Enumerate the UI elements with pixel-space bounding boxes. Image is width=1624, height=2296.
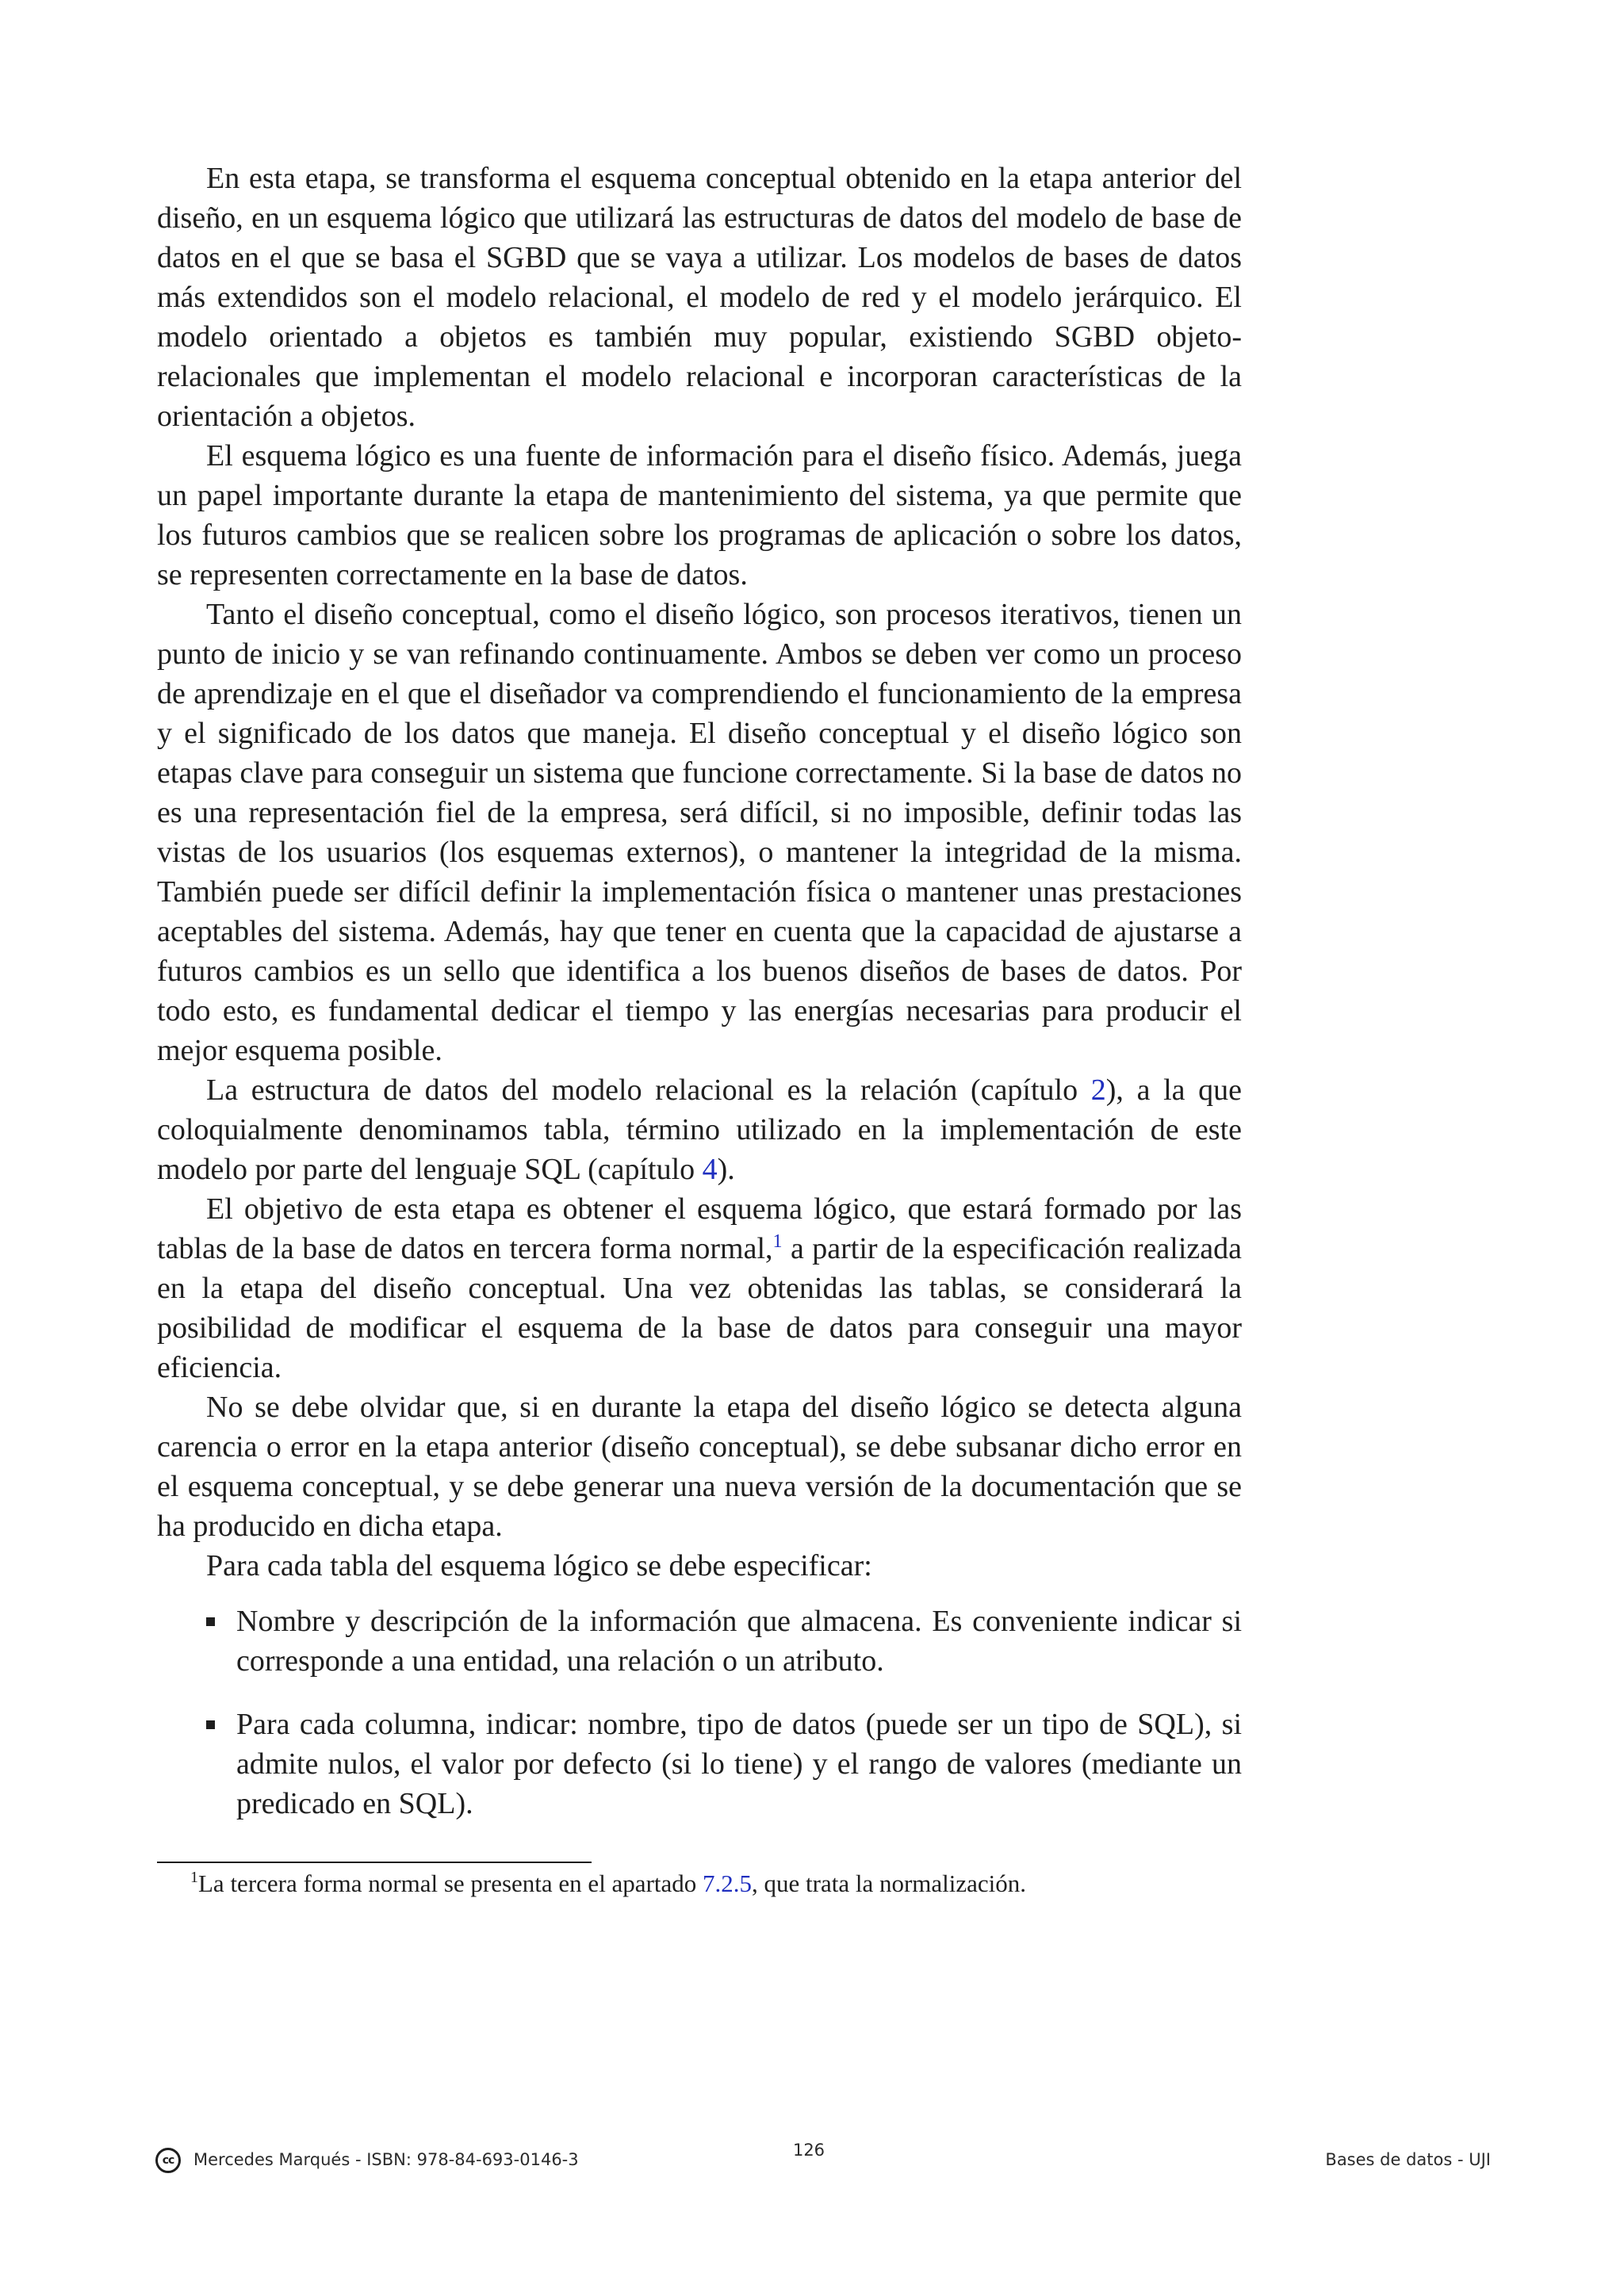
chapter-4-link[interactable]: 4: [702, 1153, 718, 1186]
list-item-text: Para cada columna, indicar: nombre, tipo de datos (puede ser un tipo de SQL), si admite nulos, el valor por defecto (si lo tiene) y el rango de valores (mediante un predicado en SQL).: [236, 1708, 1242, 1820]
chapter-2-link[interactable]: 2: [1090, 1073, 1106, 1107]
paragraph-5-text-a: El objetivo de esta etapa es obtener el esquema lógico, que estará formado por las tablas de la base de datos en tercera forma normal,: [157, 1192, 1242, 1265]
list-item: [157, 1601, 1242, 1681]
body-text: [157, 159, 1242, 1847]
paragraph-2: El esquema lógico es una fuente de información para el diseño físico. Además, juega un papel importante durante la etapa de mantenimiento del sistema, ya que permite que los futuros cambios que se realicen sobre los programas de aplicación o sobre los datos, se representen correctamente en la base de datos.: [157, 439, 1242, 591]
footnote-text-b: , que trata la normalización.: [752, 1869, 1027, 1897]
footer-book-title: Bases de datos - UJI: [1325, 2150, 1491, 2169]
square-bullet-icon: [206, 1720, 215, 1729]
list-item: [157, 1705, 1242, 1823]
paragraph-4-text-c: ).: [717, 1153, 735, 1186]
footnote-divider: [157, 1862, 592, 1863]
paragraph-7: Para cada tabla del esquema lógico se debe especificar:: [206, 1549, 872, 1582]
footnote-reference-link[interactable]: 1: [772, 1231, 783, 1252]
footnote: [190, 1868, 1245, 1900]
list-item-text: Nombre y descripción de la información que almacena. Es conveniente indicar si corresponde a una entidad, una relación o un atributo.: [236, 1605, 1242, 1678]
paragraph-5-text-b: a partir de la especificación realizada en la etapa del diseño conceptual. Una vez obtenidas las tablas, se considerará la posibilidad de modificar el esquema de la base de datos para conseguir una mayor eficiencia.: [157, 1232, 1243, 1384]
square-bullet-icon: [206, 1617, 215, 1626]
bullet-list: [157, 1601, 1242, 1823]
footer-author-isbn: Mercedes Marqués - ISBN: 978-84-693-0146-3: [193, 2150, 579, 2169]
paragraph-4-text-b: ), a la que coloquialmente denominamos tabla, término utilizado en la implementación de este modelo por parte del lenguaje SQL (capítulo: [157, 1073, 1243, 1186]
cc-license-icon: cc: [155, 2148, 181, 2173]
paragraph-1: En esta etapa, se transforma el esquema conceptual obtenido en la etapa anterior del diseño, en un esquema lógico que utilizará las estructuras de datos del modelo de base de datos en el que se basa el SGBD que se vaya a utilizar. Los modelos de bases de datos más extendidos son el modelo relacional, el modelo de red y el modelo jerárquico. El modelo orientado a objetos es también muy popular, existiendo SGBD objeto-relacionales que implementan el modelo relacional e incorporan características de la orientación a objetos.: [157, 162, 1242, 433]
section-7-2-5-link[interactable]: 7.2.5: [703, 1869, 753, 1897]
paragraph-4: [157, 1070, 1242, 1189]
footnote-text-a: La tercera forma normal se presenta en el apartado: [198, 1869, 703, 1897]
page-number: 126: [792, 2141, 825, 2160]
footnote-number: 1: [190, 1869, 198, 1886]
paragraph-6: No se debe olvidar que, si en durante la etapa del diseño lógico se detecta alguna carencia o error en la etapa anterior (diseño conceptual), se debe subsanar dicho error en el esquema conceptual, y se debe generar una nueva versión de la documentación que se ha producido en dicha etapa.: [157, 1391, 1242, 1543]
paragraph-3: Tanto el diseño conceptual, como el diseño lógico, son procesos iterativos, tienen un punto de inicio y se van refinando continuamente. Ambos se deben ver como un proceso de aprendizaje en el que el diseñador va comprendiendo el funcionamiento de la empresa y el significado de los datos que maneja. El diseño conceptual y el diseño lógico son etapas clave para conseguir un sistema que funcione correctamente. Si la base de datos no es una representación fiel de la empresa, será difícil, si no imposible, definir todas las vistas de los usuarios (los esquemas externos), o mantener la integridad de la misma. También puede ser difícil definir la implementación física o mantener unas prestaciones aceptables del sistema. Además, hay que tener en cuenta que la capacidad de ajustarse a futuros cambios es un sello que identifica a los buenos diseños de bases de datos. Por todo esto, es fundamental dedicar el tiempo y las energías necesarias para producir el mejor esquema posible.: [157, 598, 1242, 1067]
paragraph-4-text-a: La estructura de datos del modelo relacional es la relación (capítulo: [206, 1073, 1091, 1107]
paragraph-5: [157, 1189, 1242, 1387]
